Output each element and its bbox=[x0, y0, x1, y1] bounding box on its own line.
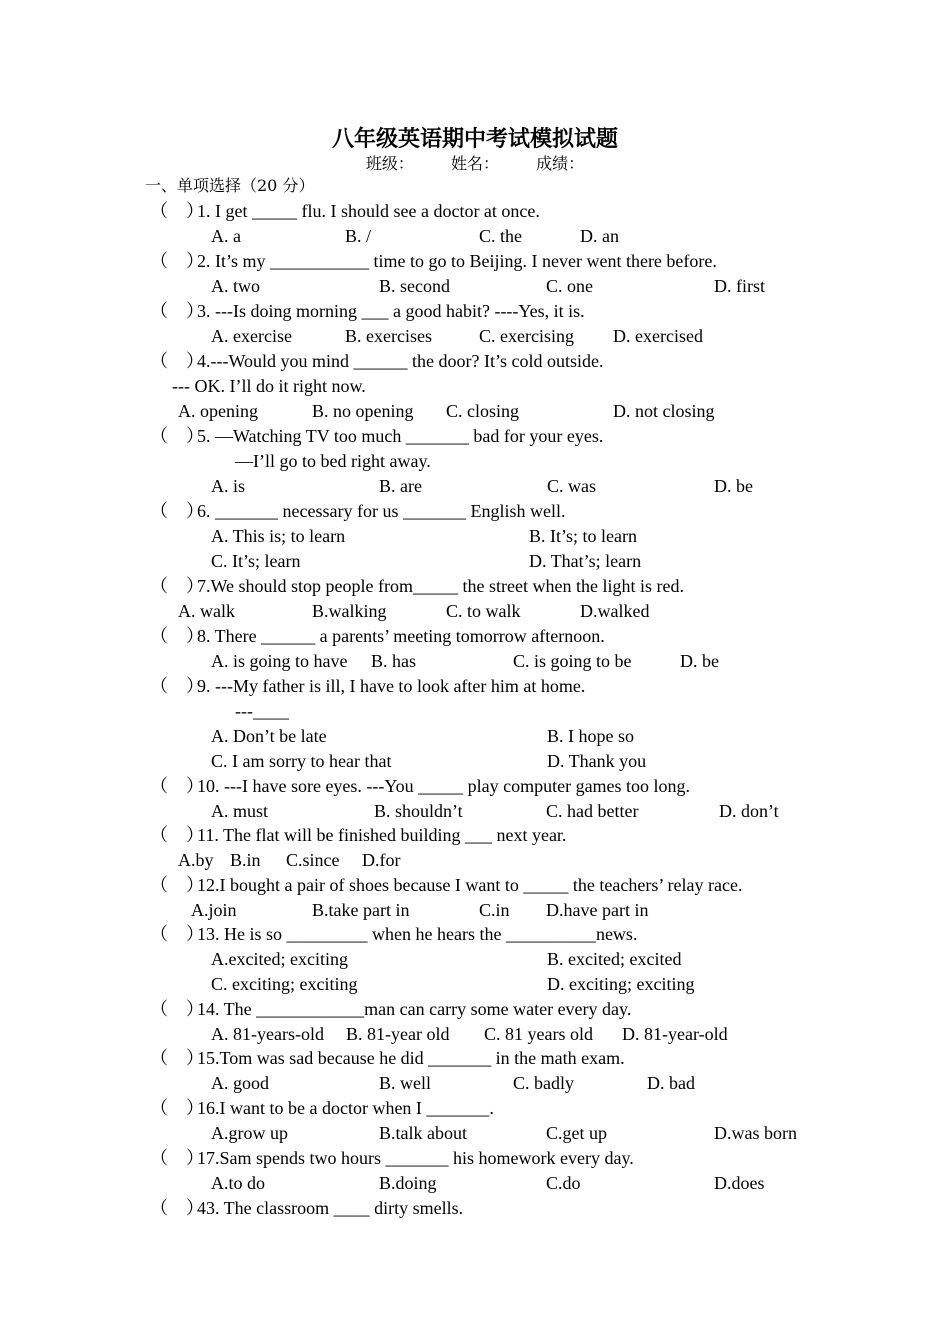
question-stem: 3. ---Is doing morning ___ a good habit? ----Yes, it is. bbox=[197, 301, 585, 321]
option: C. the bbox=[479, 226, 522, 246]
option: A. must bbox=[211, 801, 269, 821]
option: C.in bbox=[479, 900, 510, 920]
option: D. be bbox=[680, 651, 719, 671]
option: A. a bbox=[211, 226, 241, 246]
option: C. It’s; learn bbox=[211, 551, 301, 571]
option: C. had better bbox=[546, 801, 639, 821]
option: B.talk about bbox=[379, 1123, 467, 1143]
answer-blank[interactable]: （ ） bbox=[150, 576, 204, 596]
option: B. / bbox=[345, 226, 372, 246]
answer-blank[interactable]: （ ） bbox=[150, 999, 204, 1019]
option: A. good bbox=[211, 1073, 269, 1093]
option: A.grow up bbox=[211, 1123, 288, 1143]
option: A. opening bbox=[178, 401, 258, 421]
option: C. one bbox=[546, 276, 593, 296]
option: B.take part in bbox=[312, 900, 410, 920]
question-stem: 4.---Would you mind ______ the door? It’s cold outside. bbox=[197, 351, 604, 371]
question-stem: 7.We should stop people from_____ the street when the light is red. bbox=[197, 576, 684, 596]
section-heading: 一、单项选择（20 分） bbox=[145, 176, 315, 195]
option: C. to walk bbox=[446, 601, 521, 621]
student-info bbox=[0, 151, 950, 174]
option: A.join bbox=[191, 900, 237, 920]
option: D. bad bbox=[647, 1073, 695, 1093]
option: A.by bbox=[178, 850, 214, 870]
option: C. was bbox=[547, 476, 596, 496]
option: B. has bbox=[371, 651, 416, 671]
option: D. exciting; exciting bbox=[547, 974, 695, 994]
option: A. 81-years-old bbox=[211, 1024, 324, 1044]
option: D. That’s; learn bbox=[529, 551, 642, 571]
option: A. is bbox=[211, 476, 246, 496]
question-stem: 43. The classroom ____ dirty smells. bbox=[197, 1198, 464, 1218]
question-stem: 13. He is so _________ when he hears the __________news. bbox=[197, 924, 638, 944]
option: B. well bbox=[379, 1073, 431, 1093]
option: C.get up bbox=[546, 1123, 607, 1143]
answer-blank[interactable]: （ ） bbox=[150, 924, 204, 944]
option: D.does bbox=[714, 1173, 765, 1193]
option: C. exercising bbox=[479, 326, 574, 346]
option: C. is going to be bbox=[513, 651, 632, 671]
option: B. second bbox=[379, 276, 450, 296]
answer-blank[interactable]: （ ） bbox=[150, 201, 204, 221]
dialogue-line: —I’ll go to bed right away. bbox=[235, 451, 431, 471]
option: D. Thank you bbox=[547, 751, 647, 771]
option: D. 81-year-old bbox=[622, 1024, 728, 1044]
answer-blank[interactable]: （ ） bbox=[150, 676, 204, 696]
option: D. an bbox=[580, 226, 619, 246]
answer-blank[interactable]: （ ） bbox=[150, 1048, 204, 1068]
question-stem: 14. The ____________man can carry some water every day. bbox=[197, 999, 632, 1019]
option: A. This is; to learn bbox=[211, 526, 346, 546]
option: B. I hope so bbox=[547, 726, 634, 746]
answer-blank[interactable]: （ ） bbox=[150, 1148, 204, 1168]
question-stem: 15.Tom was sad because he did _______ in the math exam. bbox=[197, 1048, 625, 1068]
option: A. walk bbox=[178, 601, 235, 621]
question-stem: 6. _______ necessary for us _______ English well. bbox=[197, 501, 566, 521]
option: B. are bbox=[379, 476, 422, 496]
option: C. closing bbox=[446, 401, 520, 421]
option: C.since bbox=[286, 850, 340, 870]
option: B. 81-year old bbox=[346, 1024, 450, 1044]
option: B. exercises bbox=[345, 326, 432, 346]
class-label: 班级： bbox=[365, 154, 414, 173]
option: B. It’s; to learn bbox=[529, 526, 637, 546]
question-stem: 9. ---My father is ill, I have to look after him at home. bbox=[197, 676, 586, 696]
option: D. not closing bbox=[613, 401, 715, 421]
dialogue-line: ---____ bbox=[235, 701, 289, 721]
option: B. no opening bbox=[312, 401, 414, 421]
question-stem: 12.I bought a pair of shoes because I want to _____ the teachers’ relay race. bbox=[197, 875, 743, 895]
option: C. I am sorry to hear that bbox=[211, 751, 392, 771]
option: D.walked bbox=[580, 601, 650, 621]
option: C.do bbox=[546, 1173, 581, 1193]
answer-blank[interactable]: （ ） bbox=[150, 501, 204, 521]
answer-blank[interactable]: （ ） bbox=[150, 426, 204, 446]
question-stem: 8. There ______ a parents’ meeting tomorrow afternoon. bbox=[197, 626, 605, 646]
option: A. two bbox=[211, 276, 260, 296]
option: B.walking bbox=[312, 601, 387, 621]
answer-blank[interactable]: （ ） bbox=[150, 875, 204, 895]
option: C. exciting; exciting bbox=[211, 974, 358, 994]
option: B.doing bbox=[379, 1173, 437, 1193]
question-stem: 10. ---I have sore eyes. ---You _____ play computer games too long. bbox=[197, 776, 691, 796]
answer-blank[interactable]: （ ） bbox=[150, 776, 204, 796]
page-title: 八年级英语期中考试模拟试题 bbox=[331, 126, 618, 152]
answer-blank[interactable]: （ ） bbox=[150, 351, 204, 371]
option: D.have part in bbox=[546, 900, 649, 920]
option: A.excited; exciting bbox=[211, 949, 348, 969]
option: B. shouldn’t bbox=[374, 801, 463, 821]
option: D.was born bbox=[714, 1123, 797, 1143]
option: D. be bbox=[714, 476, 753, 496]
answer-blank[interactable]: （ ） bbox=[150, 626, 204, 646]
name-label: 姓名： bbox=[450, 154, 499, 173]
answer-blank[interactable]: （ ） bbox=[150, 301, 204, 321]
option: D. exercised bbox=[613, 326, 703, 346]
question-stem: 2. It’s my ___________ time to go to Beijing. I never went there before. bbox=[197, 251, 717, 271]
option: D. first bbox=[714, 276, 765, 296]
option: A. is going to have bbox=[211, 651, 348, 671]
answer-blank[interactable]: （ ） bbox=[150, 1098, 204, 1118]
option: D.for bbox=[362, 850, 401, 870]
question-stem: 16.I want to be a doctor when I _______. bbox=[197, 1098, 494, 1118]
answer-blank[interactable]: （ ） bbox=[150, 1198, 204, 1218]
question-stem: 1. I get _____ flu. I should see a doctor at once. bbox=[197, 201, 540, 221]
option: B.in bbox=[230, 850, 261, 870]
option: D. don’t bbox=[719, 801, 779, 821]
dialogue-line: --- OK. I’ll do it right now. bbox=[172, 376, 366, 396]
option: A. Don’t be late bbox=[211, 726, 327, 746]
option: B. excited; excited bbox=[547, 949, 682, 969]
option: C. badly bbox=[513, 1073, 574, 1093]
score-label: 成绩： bbox=[536, 154, 585, 173]
option: A. exercise bbox=[211, 326, 292, 346]
answer-blank[interactable]: （ ） bbox=[150, 251, 204, 271]
option: C. 81 years old bbox=[484, 1024, 593, 1044]
option: A.to do bbox=[211, 1173, 265, 1193]
answer-blank[interactable]: （ ） bbox=[150, 825, 204, 845]
question-stem: 5. —Watching TV too much _______ bad for your eyes. bbox=[197, 426, 604, 446]
question-stem: 17.Sam spends two hours _______ his homework every day. bbox=[197, 1148, 634, 1168]
question-stem: 11. The flat will be finished building ___ next year. bbox=[197, 825, 567, 845]
